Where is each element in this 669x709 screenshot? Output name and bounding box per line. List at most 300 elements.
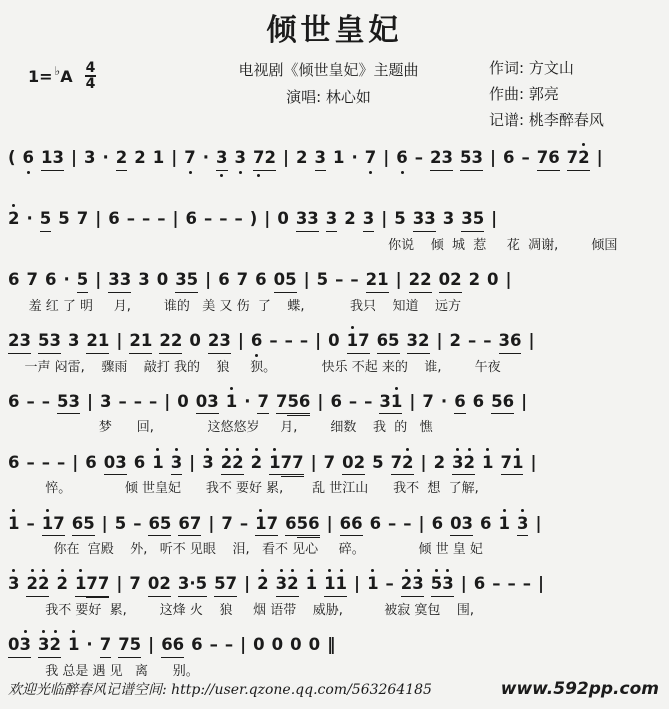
note-token: 67	[178, 513, 202, 533]
note-token: 7	[275, 391, 288, 411]
note-token: 03	[195, 391, 219, 411]
beam-group	[326, 209, 337, 232]
beam-group	[42, 514, 65, 537]
barline: |	[315, 330, 322, 350]
beam-group	[221, 453, 244, 476]
note-token: 66	[161, 635, 185, 655]
note-token: 3	[234, 148, 247, 168]
note-token: 17	[346, 330, 370, 350]
note-token: 72	[390, 452, 414, 472]
note-token: (	[8, 148, 16, 168]
key-letter: A	[60, 66, 73, 86]
beam-group	[287, 392, 310, 416]
note-token: 33	[412, 209, 436, 229]
note-token: ·	[440, 391, 448, 411]
note-token: 6	[454, 391, 466, 411]
note-token: 2	[56, 574, 68, 594]
notes-row	[8, 141, 661, 177]
note-token: 7	[422, 391, 434, 411]
note-token: 3	[442, 209, 455, 229]
staff-line	[8, 385, 661, 437]
beam-group	[281, 453, 304, 477]
beam-group	[86, 574, 109, 598]
barline: |	[409, 391, 416, 411]
beam-group	[214, 574, 237, 597]
note-token: –	[388, 513, 397, 533]
note-token: 1	[152, 148, 165, 168]
barline: |	[95, 270, 102, 289]
note-token: –	[219, 209, 228, 229]
beam-group	[8, 331, 31, 354]
note-token: )	[249, 209, 258, 229]
note-token: 0	[177, 391, 189, 411]
note-token: 0	[156, 270, 169, 289]
note-token: 6	[330, 391, 342, 411]
barline: |	[244, 574, 251, 594]
note-token: 33	[295, 209, 319, 229]
note-token: 11	[324, 574, 348, 594]
barline: |	[317, 391, 324, 411]
note-token: 32	[275, 574, 299, 594]
note-token: 3	[202, 452, 214, 472]
note-token: 5	[372, 452, 384, 472]
beam-group	[499, 331, 522, 354]
beam-group	[363, 209, 374, 232]
note-token: 7	[236, 270, 249, 289]
note-token: 3·5	[177, 574, 208, 594]
note-token: –	[269, 330, 278, 350]
barline: |	[354, 574, 361, 594]
beam-group	[8, 635, 31, 658]
note-token: 21	[129, 330, 153, 350]
barline: |	[383, 148, 390, 168]
note-token: –	[26, 391, 35, 411]
barline: |	[535, 513, 542, 533]
note-token: 2	[433, 452, 446, 472]
beam-group	[324, 574, 347, 597]
note-token: 02	[342, 452, 366, 472]
note-token: 6	[191, 635, 203, 655]
beam-group	[175, 270, 198, 293]
notes-row	[8, 202, 661, 238]
lyrics-row: 我 总是 遇 见 离 别。	[8, 663, 199, 679]
lyrics-row: 一声 闷雷, 骤雨 敲打 我的 狼 狈。 快乐 不起 来的 谁, 午夜	[8, 359, 501, 375]
header-center	[168, 53, 489, 113]
note-token: –	[468, 330, 477, 350]
note-token: –	[299, 330, 309, 350]
note-token: 3	[362, 209, 375, 229]
note-token: 53	[430, 574, 454, 594]
note-token: 2	[468, 270, 481, 289]
note-token: 5	[316, 270, 329, 289]
note-token: 22	[408, 270, 432, 289]
beam-group	[159, 331, 182, 354]
note-token: –	[284, 330, 293, 350]
barline: |	[505, 270, 512, 289]
beam-group	[40, 209, 51, 232]
beam-group	[366, 270, 389, 293]
note-token: 1	[67, 635, 80, 655]
note-token: 7	[323, 452, 336, 472]
note-token: 56	[491, 391, 515, 411]
beam-group	[86, 331, 109, 354]
note-token: 7	[99, 635, 112, 655]
credit-composer: 作曲: 郭亮	[489, 84, 559, 103]
barline: |	[71, 148, 78, 168]
note-token: 6	[473, 574, 486, 594]
note-token: 0	[328, 330, 340, 350]
note-token: 22	[159, 330, 183, 350]
note-token: 0	[271, 635, 284, 655]
note-token: 03	[103, 452, 127, 472]
note-token: 6	[369, 513, 382, 533]
beam-group	[38, 331, 61, 354]
barline: |	[489, 148, 496, 168]
note-token: 7	[221, 513, 233, 533]
note-token: 77	[86, 574, 110, 594]
staff-line	[8, 263, 661, 315]
note-token: 1	[367, 574, 379, 594]
note-token: –	[224, 635, 234, 655]
note-token: 23	[400, 574, 424, 594]
header-meta	[8, 53, 661, 134]
note-token: –	[148, 391, 158, 411]
beam-group	[255, 514, 278, 537]
note-token: 33	[108, 270, 132, 289]
beam-group	[340, 514, 363, 537]
barline: |	[460, 574, 467, 594]
note-token: 3	[8, 574, 20, 594]
note-token: –	[41, 391, 50, 411]
note-token: 2	[344, 209, 356, 229]
note-token: 32	[406, 330, 430, 350]
beam-group	[491, 392, 514, 415]
barline: |	[164, 391, 171, 411]
barline: |	[418, 513, 425, 533]
barline: |	[310, 452, 317, 472]
note-token: 1	[225, 391, 238, 411]
note-token: 23	[430, 148, 453, 168]
note-token: 21	[365, 270, 389, 289]
time-signature	[85, 61, 97, 92]
barline: |	[303, 270, 310, 289]
beam-group	[407, 331, 430, 354]
note-token: 6	[185, 209, 197, 229]
lyrics-row: 我不 要好 累, 这烽 火 狼 烟 语带 威胁, 被寂 寞包 围,	[8, 603, 475, 618]
note-token: 3	[99, 391, 112, 411]
barline: |	[208, 513, 215, 533]
note-token: –	[483, 330, 492, 350]
note-token: 1	[74, 574, 87, 594]
notes-row	[8, 446, 661, 482]
flat-icon: ♭	[54, 64, 61, 79]
note-token: 53	[37, 330, 61, 350]
note-token: –	[56, 452, 66, 472]
staff-line	[8, 141, 661, 193]
note-token: 65	[148, 513, 172, 533]
note-token: 17	[255, 513, 279, 533]
note-token: ·	[86, 635, 93, 655]
note-token: 53	[459, 148, 483, 168]
beam-group	[148, 574, 171, 597]
note-token: –	[141, 209, 151, 229]
barline: |	[326, 513, 333, 533]
note-token: 22	[26, 574, 50, 594]
beam-group	[276, 574, 299, 597]
note-token: 65	[71, 513, 95, 533]
barline: |	[237, 330, 244, 350]
note-token: ·	[244, 391, 251, 411]
staff-line	[8, 202, 661, 254]
beam-group	[377, 331, 400, 354]
note-token: –	[118, 391, 127, 411]
beam-group	[315, 148, 326, 171]
barline: |	[172, 209, 179, 229]
notes-row	[8, 263, 661, 299]
staff-line	[8, 507, 661, 559]
barline: |	[436, 330, 443, 350]
beam-group	[297, 514, 320, 538]
note-token: 5	[58, 209, 70, 229]
note-token: 5	[394, 209, 406, 229]
note-token: –	[133, 391, 142, 411]
beam-group	[57, 392, 80, 415]
beam-group	[253, 148, 276, 171]
barline: |	[395, 270, 402, 289]
beam-group	[269, 453, 303, 476]
footer	[8, 679, 659, 699]
beam-group	[379, 392, 402, 415]
beam-group	[296, 209, 319, 232]
lyrics-row: 羞 红 了 明 月, 谁的 美 又 伤 了 蝶, 我只 知道 远方	[8, 298, 462, 314]
note-token: 57	[214, 574, 238, 594]
note-token: 6	[8, 270, 20, 289]
note-token: 7	[129, 574, 141, 594]
beam-group	[118, 635, 141, 658]
note-token: 32	[37, 635, 61, 655]
score	[8, 141, 661, 680]
note-token: 2	[449, 330, 462, 350]
barline: |	[530, 452, 537, 472]
note-token: 5	[76, 270, 89, 289]
note-token: 2	[8, 209, 20, 229]
note-token: 32	[452, 452, 476, 472]
notes-row	[8, 324, 661, 360]
note-token: 3	[314, 148, 326, 168]
beam-group	[75, 574, 109, 597]
note-token: 3	[67, 330, 80, 350]
note-token: 3	[216, 148, 228, 168]
beam-group	[276, 392, 310, 415]
note-token: 23	[8, 330, 31, 350]
beam-group	[38, 635, 61, 658]
note-token: 56	[287, 391, 311, 411]
note-token: –	[41, 452, 50, 472]
note-token: 0	[253, 635, 265, 655]
beam-group	[342, 453, 365, 476]
barline: |	[521, 391, 528, 411]
credits	[489, 53, 661, 134]
beam-group	[178, 514, 201, 537]
singer: 演唱: 林心如	[286, 88, 371, 107]
note-token: 6	[85, 452, 97, 472]
note-token: 76	[536, 148, 560, 168]
note-token: 23	[207, 330, 231, 350]
note-token: 6	[250, 330, 263, 350]
beam-group	[116, 148, 127, 171]
barline: |	[528, 330, 535, 350]
beam-group	[285, 514, 319, 537]
barline: |	[189, 452, 196, 472]
staff-line	[8, 324, 661, 376]
note-token: 22	[220, 452, 244, 472]
note-token: 72	[566, 148, 590, 168]
note-token: 6	[255, 270, 267, 289]
note-token: 5	[39, 209, 52, 229]
lyrics-row: 你说 倾 城 惹 花 凋谢, 倾国	[8, 237, 618, 253]
note-token: 2	[257, 574, 269, 594]
note-token: –	[507, 574, 516, 594]
barline: |	[420, 452, 427, 472]
beam-group	[501, 453, 524, 476]
song-title: 倾世皇妃	[266, 13, 403, 48]
note-token: 6	[431, 513, 444, 533]
notes-row	[8, 507, 661, 543]
barline: |	[596, 148, 603, 168]
note-token: 7	[364, 148, 377, 168]
beam-group	[26, 574, 49, 597]
note-token: –	[385, 574, 394, 594]
note-token: 2	[115, 148, 128, 168]
note-token: 3	[170, 452, 183, 472]
note-token: 6	[108, 209, 120, 229]
note-token: 2	[296, 148, 308, 168]
beam-group	[517, 514, 528, 537]
note-token: ·	[102, 148, 109, 168]
beam-group	[100, 635, 111, 658]
note-token: 2	[250, 452, 263, 472]
beam-group	[450, 514, 473, 537]
note-token: 53	[56, 391, 80, 411]
barline: |	[538, 574, 545, 594]
note-token: 05	[273, 270, 297, 289]
note-token: ·	[351, 148, 358, 168]
lyrics-row: 悴。 倾 世皇妃 我不 要好 累, 乱 世江山 我不 想 了解,	[8, 481, 479, 497]
beam-group	[108, 270, 131, 293]
beam-group	[401, 574, 424, 597]
note-token: 66	[339, 513, 363, 533]
note-token: –	[209, 635, 218, 655]
note-token: –	[26, 452, 35, 472]
note-token: 35	[461, 209, 485, 229]
barline: |	[491, 209, 498, 229]
note-token: 21	[86, 330, 110, 350]
note-token: 5	[114, 513, 127, 533]
note-token: 02	[147, 574, 171, 594]
note-token: 1	[8, 513, 20, 533]
note-token: –	[234, 209, 243, 229]
beam-group	[409, 270, 432, 293]
note-token: 03	[8, 635, 31, 655]
note-token: –	[521, 148, 530, 168]
note-token: 0	[487, 270, 499, 289]
key-signature	[8, 53, 168, 92]
lyrics-row	[8, 177, 661, 193]
barline: |	[171, 148, 178, 168]
notes-row	[8, 628, 661, 664]
note-token: 0	[189, 330, 201, 350]
beam-group	[104, 453, 127, 476]
note-token: 7	[26, 270, 38, 289]
beam-group	[196, 392, 219, 415]
note-token: 6	[480, 513, 492, 533]
lyrics-row: 梦 回, 这悠悠岁 月, 细数 我 的 憔	[8, 420, 433, 436]
note-token: 0	[308, 635, 321, 655]
note-token: 6	[502, 148, 515, 168]
site-watermark: www.592pp.com	[500, 679, 659, 699]
note-token: –	[348, 391, 358, 411]
note-token: 7	[184, 148, 196, 168]
beam-group	[537, 148, 560, 171]
beam-group	[208, 331, 231, 354]
note-token: –	[364, 391, 373, 411]
key-prefix: 1=	[28, 66, 53, 86]
note-token: 1	[482, 452, 494, 472]
barline: |	[101, 513, 108, 533]
note-token: 0	[277, 209, 289, 229]
note-token: 6	[133, 452, 146, 472]
note-token: 56	[296, 513, 320, 533]
barline: |	[264, 209, 271, 229]
note-token: 6	[218, 270, 230, 289]
note-token: –	[403, 513, 412, 533]
beam-group	[461, 209, 484, 232]
notes-row	[8, 567, 661, 603]
beam-group	[171, 453, 182, 476]
barline: |	[116, 574, 123, 594]
note-token: –	[350, 270, 359, 289]
note-token: 31	[379, 391, 403, 411]
note-token: 3	[138, 270, 150, 289]
notes-row	[8, 385, 661, 421]
time-signature-denominator: 4	[85, 76, 96, 93]
note-token: –	[522, 574, 531, 594]
beam-group	[439, 270, 462, 293]
note-token: 1	[152, 452, 164, 472]
note-token: 3	[84, 148, 96, 168]
beam-group	[567, 148, 590, 171]
note-token: ·	[63, 270, 70, 289]
note-token: –	[204, 209, 213, 229]
note-token: 17	[41, 513, 65, 533]
note-token: 72	[253, 148, 276, 168]
barline: |	[205, 270, 212, 289]
note-token: 75	[118, 635, 142, 655]
beam-group	[430, 148, 453, 171]
barline: |	[148, 635, 155, 655]
beam-group	[72, 514, 95, 537]
barline: |	[240, 635, 247, 655]
note-token: 2	[134, 148, 146, 168]
beam-group	[347, 331, 370, 354]
beam-group	[274, 270, 297, 293]
barline: |	[116, 330, 123, 350]
staff-line	[8, 446, 661, 498]
note-token: –	[126, 209, 135, 229]
time-signature-numerator: 4	[85, 59, 96, 76]
final-barline: ‖	[327, 635, 336, 655]
barline: |	[72, 452, 79, 472]
